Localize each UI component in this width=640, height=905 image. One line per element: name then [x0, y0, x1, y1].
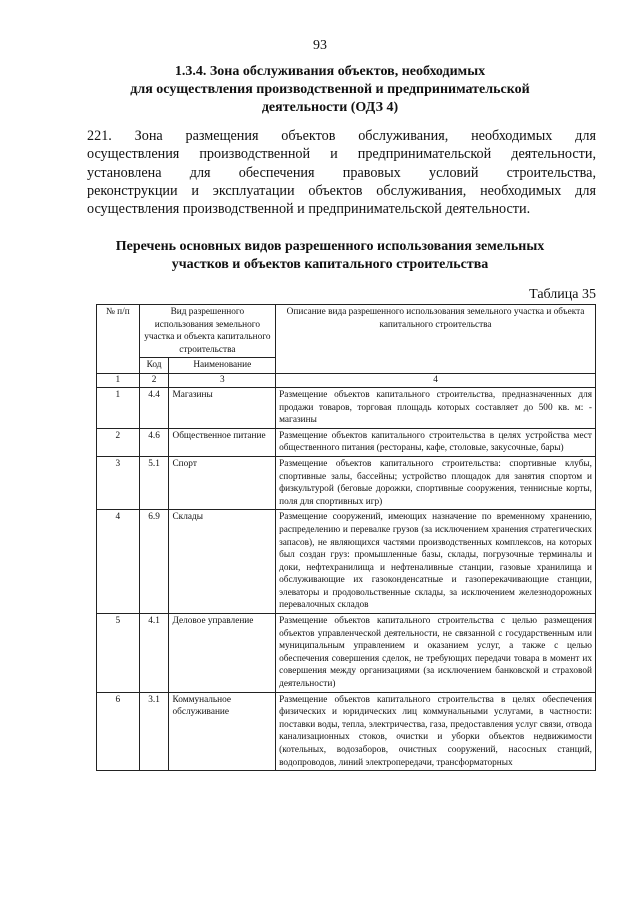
- section-title: [80, 63, 580, 117]
- table-caption: Таблица 35: [529, 287, 596, 302]
- row-name: Коммунальное обслуживание: [169, 692, 276, 771]
- list-title-line: участков и объектов капитального строительства: [171, 257, 489, 272]
- table-index-row: [97, 373, 596, 387]
- row-name: Магазины: [169, 387, 276, 428]
- paragraph-line: установлена для обеспечения правовых условий строительства,: [87, 164, 596, 181]
- section-title-line: 1.3.4. Зона обслуживания объектов, необходимых: [174, 64, 486, 79]
- paragraph-line: 221. Зона размещения объектов обслуживания, необходимых для: [87, 128, 596, 144]
- row-name: Спорт: [169, 456, 276, 509]
- header-num: № п/п: [97, 305, 140, 374]
- row-description: Размещение объектов капитального строительства в целях устройства мест общественного питания (рестораны, кафе, столовые, закусочные, бары): [276, 428, 596, 456]
- table-row: [97, 456, 596, 509]
- row-code: 3.1: [139, 692, 169, 771]
- table-row: [97, 692, 596, 771]
- row-num: 5: [97, 614, 140, 693]
- index-cell: 2: [139, 373, 169, 387]
- row-name: Склады: [169, 510, 276, 614]
- row-num: 3: [97, 456, 140, 509]
- table-row: [97, 428, 596, 456]
- row-name: Деловое управление: [169, 614, 276, 693]
- row-description: Размещение объектов капитального строительства с целью размещения объектов управленческой деятельности, не связанной с государственным или муниципальным управлением и оказанием услуг, а также с целью обеспечения совершения сделок, не требующих передачи товара в момент их совершения между организациями (за исключением банковской и страховой деятельности): [276, 614, 596, 693]
- row-code: 5.1: [139, 456, 169, 509]
- table-header-row: [97, 305, 596, 358]
- row-description: Размещение сооружений, имеющих назначение по временному хранению, распределению и перевалке грузов (за исключением хранения стратегических запасов), не являющихся частями производственных комплексов, на которых был создан груз: промышленные базы, склады, погрузочные терминалы и доки, нефтехранилища и нефтеналивные станции, газовые хранилища и обслуживающие их газоконденсатные и газоперекачивающие станции, элеваторы и продовольственные склады, за исключением железнодорожных перевалочных складов: [276, 510, 596, 614]
- row-description: Размещение объектов капитального строительства в целях обеспечения физических и юридических лиц коммунальными услугами, в частности: поставки воды, тепла, электричества, газа, предоставления услуг связи, отвода канализационных стоков, очистки и уборки объектов недвижимости (котельных, водозаборов, очистных сооружений, насосных станций, водопроводов, линий электропередачи, трансформаторных: [276, 692, 596, 771]
- row-num: 2: [97, 428, 140, 456]
- row-code: 4.6: [139, 428, 169, 456]
- paragraph-line: осуществления производственной и предпринимательской деятельности.: [87, 201, 531, 218]
- page-number: 93: [313, 38, 327, 53]
- header-kind: Вид разрешенного использования земельного участка и объекта капитального строительства: [139, 305, 275, 358]
- table-row: [97, 510, 596, 614]
- paragraph-line: реконструкции и эксплуатации объектов обслуживания, необходимых для: [87, 182, 596, 199]
- zone-description-paragraph: [87, 127, 596, 218]
- section-title-line: для осуществления производственной и предпринимательской: [130, 82, 530, 97]
- row-code: 4.1: [139, 614, 169, 693]
- index-cell: 1: [97, 373, 140, 387]
- section-title-line: деятельности (ОДЗ 4): [261, 100, 399, 115]
- index-cell: 4: [276, 373, 596, 387]
- table-row: [97, 387, 596, 428]
- list-title: [80, 238, 580, 274]
- row-num: 4: [97, 510, 140, 614]
- header-description: Описание вида разрешенного использования земельного участка и объекта капитального строительства: [276, 305, 596, 374]
- header-name: Наименование: [169, 358, 276, 374]
- row-code: 6.9: [139, 510, 169, 614]
- list-title-line: Перечень основных видов разрешенного использования земельных: [115, 239, 545, 254]
- header-code: Код: [139, 358, 169, 374]
- row-description: Размещение объектов капитального строительства, предназначенных для продажи товаров, торговая площадь которых составляет до 500 кв. м: - магазины: [276, 387, 596, 428]
- row-name: Общественное питание: [169, 428, 276, 456]
- row-num: 1: [97, 387, 140, 428]
- paragraph-line: осуществления производственной и предпринимательской деятельности,: [87, 146, 596, 163]
- row-code: 4.4: [139, 387, 169, 428]
- table-row: [97, 614, 596, 693]
- row-description: Размещение объектов капитального строительства: спортивные клубы, спортивные залы, бассейны; устройство площадок для занятия спортом и физкультурой (беговые дорожки, спортивные сооружения, теннисные корты, поля для спортивных игр): [276, 456, 596, 509]
- index-cell: 3: [169, 373, 276, 387]
- row-num: 6: [97, 692, 140, 771]
- permitted-use-table: [96, 304, 596, 771]
